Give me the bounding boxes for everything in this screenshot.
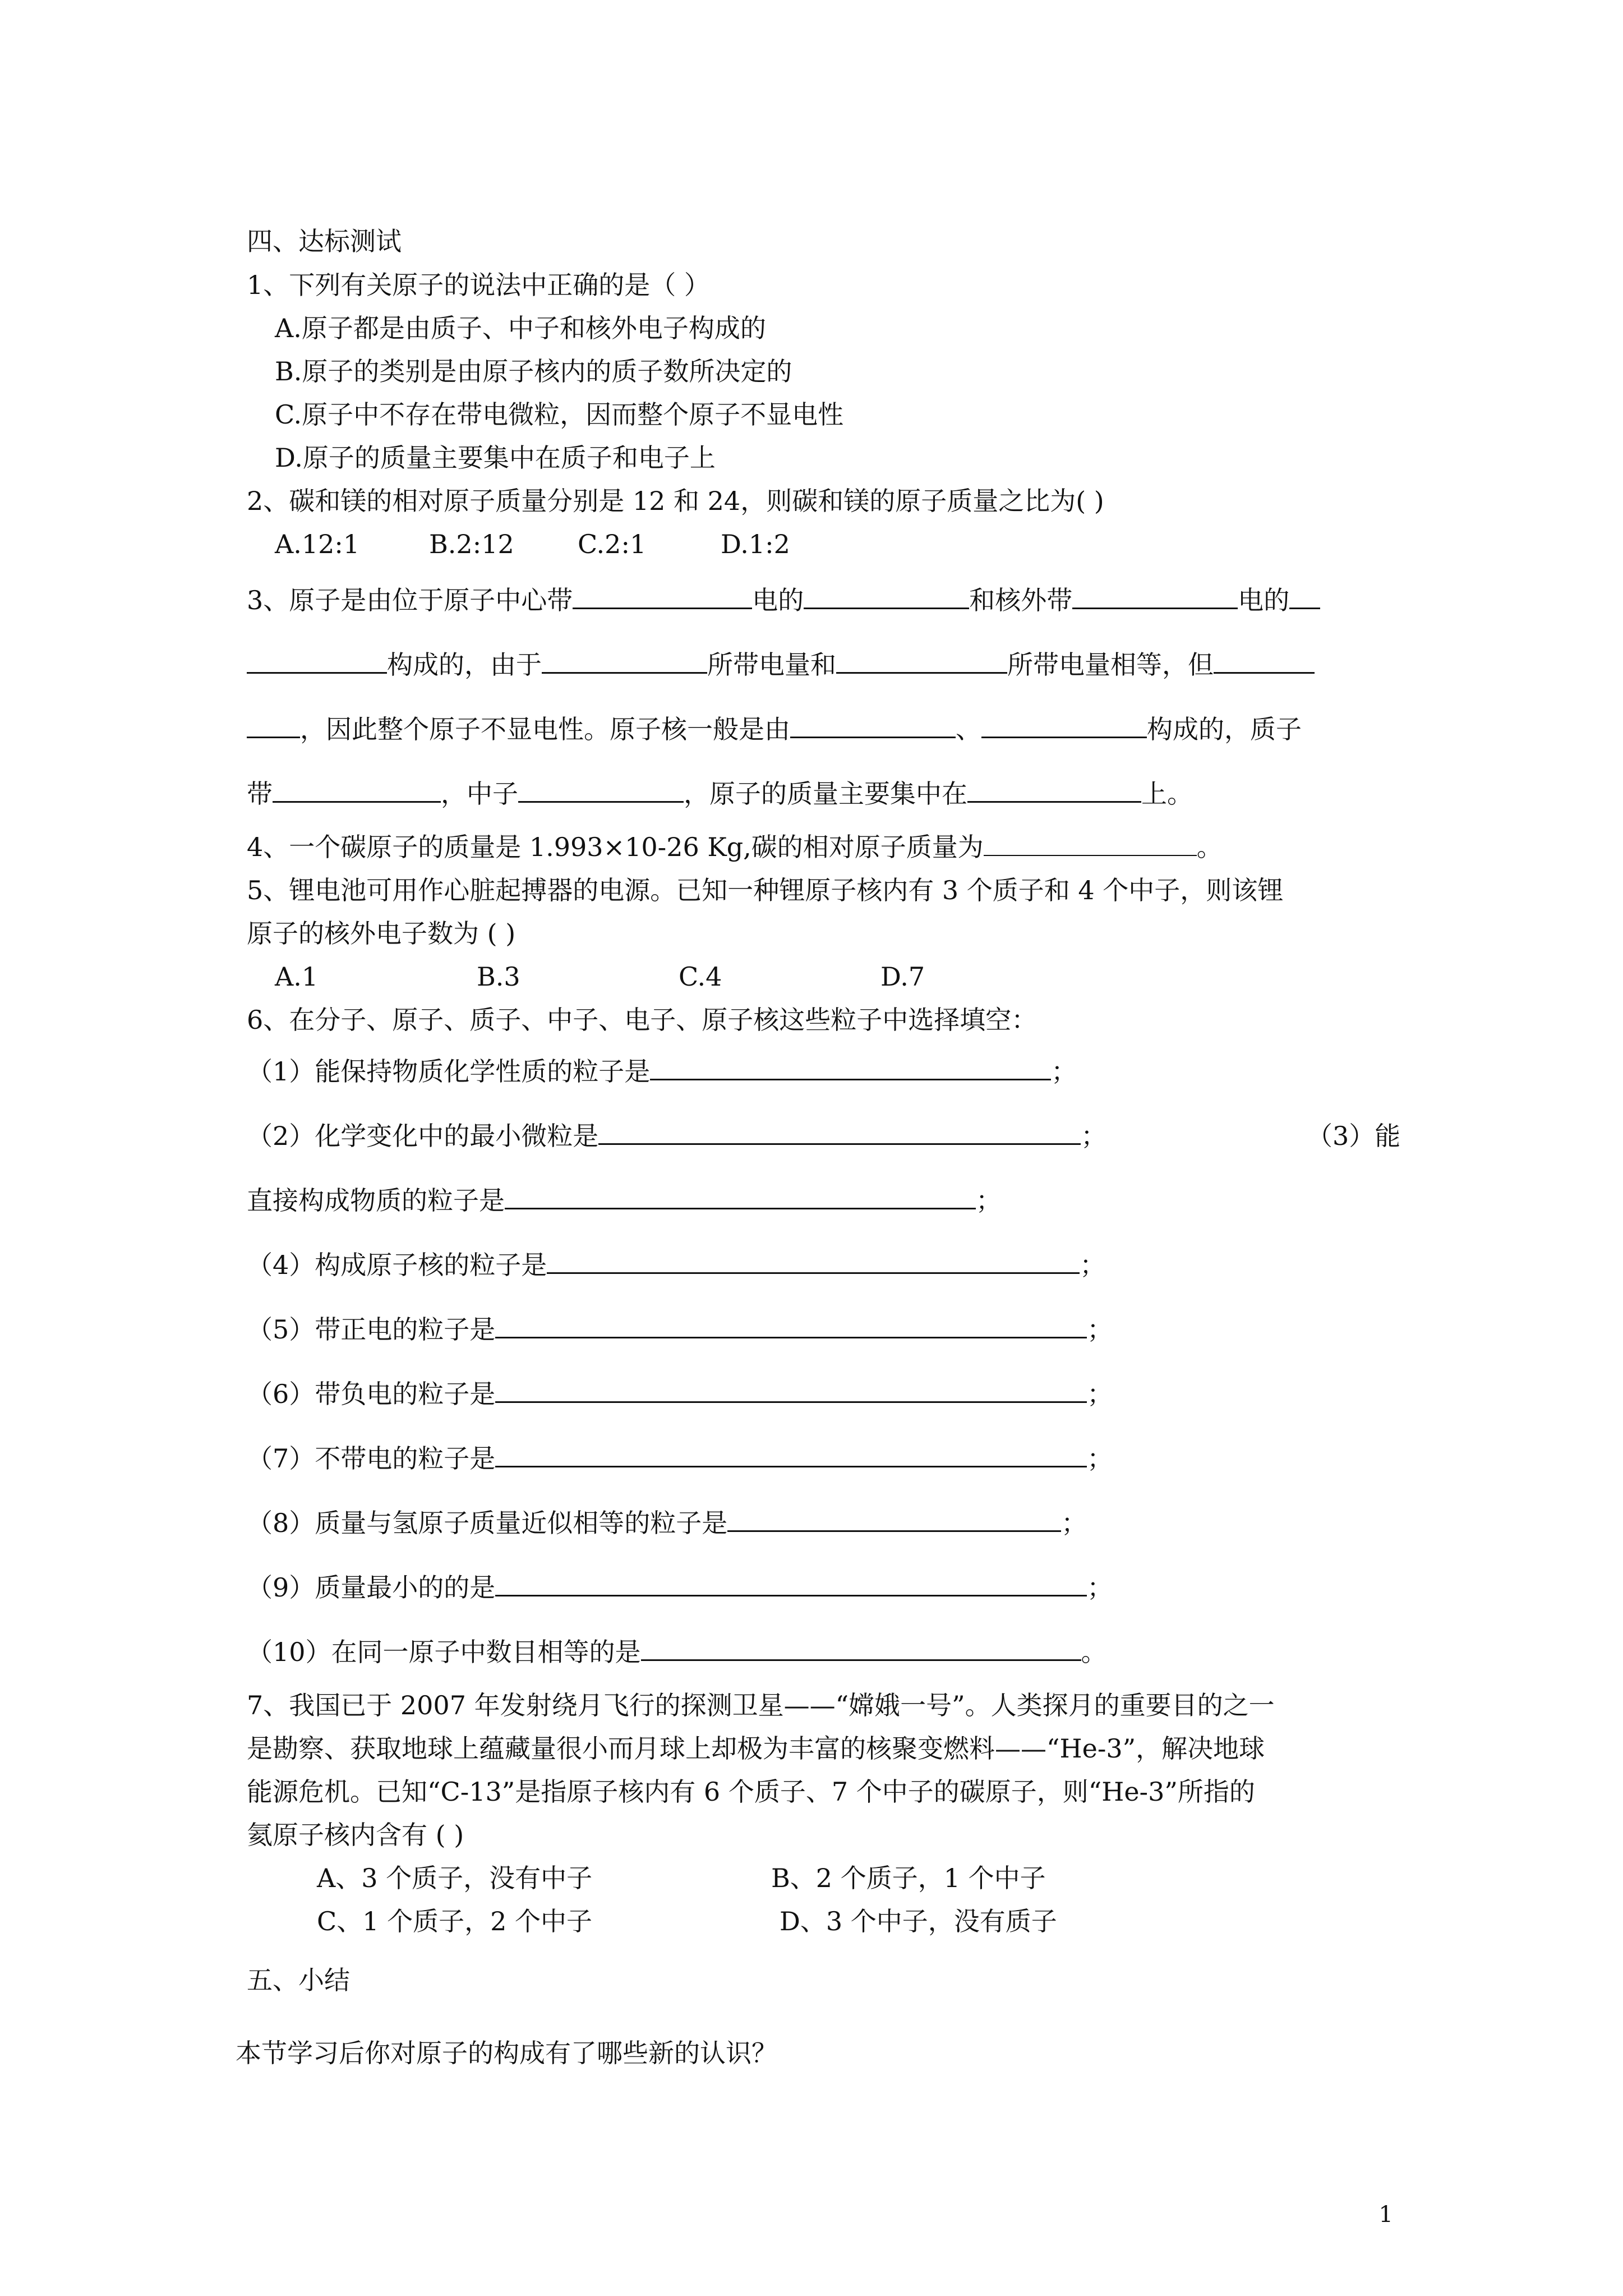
q6-item-7: （7）不带电的粒子是 ；: [247, 1443, 1113, 1474]
q3-line-4: 带 ，中子 ，原子的质量主要集中在 上。: [247, 779, 1193, 809]
blank[interactable]: [505, 1185, 976, 1209]
blank[interactable]: [542, 650, 707, 674]
q2-option-a: A.12:1: [275, 529, 360, 559]
q2-option-d: D.1:2: [721, 529, 790, 559]
q6-item-10: （10）在同一原子中数目相等的是 。: [247, 1637, 1107, 1667]
blank[interactable]: [1214, 650, 1315, 674]
blank[interactable]: [804, 585, 969, 609]
q7-line-1: 7、我国已于 2007 年发射绕月飞行的探测卫星——“嫦娥一号”。人类探月的重要目的之一: [247, 1690, 1275, 1720]
q6-item-1: （1）能保持物质化学性质的粒子是 ；: [247, 1056, 1077, 1087]
q5-line-1: 5、锂电池可用作心脏起搏器的电源。已知一种锂原子核内有 3 个质子和 4 个中子，则该锂: [247, 875, 1284, 905]
q7-line-2: 是勘察、获取地球上蕴藏量很小而月球上却极为丰富的核聚变燃料——“He-3”，解决地球: [247, 1733, 1265, 1764]
blank[interactable]: [981, 714, 1147, 738]
q3-line-3: ，因此整个原子不显电性。原子核一般是由 、 构成的，质子: [247, 712, 1302, 746]
blank[interactable]: [495, 1379, 1087, 1403]
q3-line-1: 3、原子是由位于原子中心带 电的 和核外带 电的: [247, 583, 1320, 617]
q5-option-c: C.4: [679, 961, 722, 992]
q7-option-b: B、2 个质子，1 个中子: [771, 1863, 1046, 1893]
section-4-heading: 四、达标测试: [247, 226, 402, 256]
q5-line-2: 原子的核外电子数为 ( ): [247, 918, 516, 949]
q7-line-4: 氦原子核内含有 ( ): [247, 1820, 464, 1850]
q5-option-d: D.7: [880, 961, 925, 992]
q6-item-2: （2）化学变化中的最小微粒是 ；: [247, 1121, 1107, 1151]
blank[interactable]: [518, 779, 684, 803]
blank[interactable]: [495, 1443, 1087, 1467]
section-5-heading: 五、小结: [247, 1965, 350, 1995]
blank[interactable]: [790, 714, 956, 738]
blank[interactable]: [836, 650, 1007, 674]
blank[interactable]: [273, 779, 441, 803]
q5-options: [275, 960, 925, 993]
q6-item-9: （9）质量最小的的是 ；: [247, 1572, 1113, 1603]
q6-item-3-prefix: （3）能: [1307, 1121, 1401, 1151]
blank[interactable]: [495, 1572, 1087, 1596]
q6-item-8: （8）质量与氢原子质量近似相等的粒子是 ；: [247, 1508, 1087, 1538]
q6-item-5: （5）带正电的粒子是 ；: [247, 1314, 1113, 1345]
blank[interactable]: [247, 650, 387, 674]
q2-option-c: C.2:1: [578, 529, 647, 559]
q7-option-c: C、1 个质子，2 个中子: [317, 1906, 592, 1936]
blank[interactable]: [967, 779, 1141, 803]
q6-stem: 6、在分子、原子、质子、中子、电子、原子核这些粒子中选择填空：: [247, 1005, 1038, 1035]
blank[interactable]: [984, 832, 1197, 856]
q1-option-c: C.原子中不存在带电微粒，因而整个原子不显电性: [275, 399, 844, 430]
q5-option-a: A.1: [275, 961, 319, 992]
q6-item-4: （4）构成原子核的粒子是 ；: [247, 1250, 1106, 1280]
q1-option-d: D.原子的质量主要集中在质子和电子上: [275, 443, 716, 473]
q7-line-3: 能源危机。已知“C-13”是指原子核内有 6 个质子、7 个中子的碳原子，则“He-3”所指的: [247, 1777, 1255, 1807]
q5-option-b: B.3: [477, 961, 520, 992]
q1-stem: 1、下列有关原子的说法中正确的是（ ）: [247, 270, 710, 300]
q7-option-a: A、3 个质子，没有中子: [317, 1863, 593, 1893]
q1-option-a: A.原子都是由质子、中子和核外电子构成的: [275, 313, 766, 343]
q3-line-2: 构成的，由于 所带电量和 所带电量相等，但: [247, 648, 1315, 682]
blank[interactable]: [573, 585, 752, 609]
blank[interactable]: [1072, 585, 1238, 609]
blank[interactable]: [547, 1250, 1080, 1274]
blank[interactable]: [1289, 585, 1320, 609]
q2-stem: 2、碳和镁的相对原子质量分别是 12 和 24，则碳和镁的原子质量之比为( ): [247, 486, 1104, 516]
blank[interactable]: [247, 714, 300, 738]
blank[interactable]: [641, 1637, 1081, 1661]
blank[interactable]: [598, 1121, 1081, 1145]
q6-item-3: 直接构成物质的粒子是 ；: [247, 1185, 1002, 1216]
blank[interactable]: [727, 1508, 1061, 1532]
q2-option-b: B.2:12: [429, 529, 514, 559]
summary-prompt: 本节学习后你对原子的构成有了哪些新的认识？: [236, 2038, 777, 2068]
q4-line: 4、一个碳原子的质量是 1.993×10-26 Kg,碳的相对原子质量为 。: [247, 832, 1223, 862]
blank[interactable]: [650, 1056, 1051, 1080]
blank[interactable]: [495, 1314, 1087, 1338]
q2-options: [275, 527, 790, 561]
q1-option-b: B.原子的类别是由原子核内的质子数所决定的: [275, 356, 792, 386]
q7-option-d: D、3 个中子，没有质子: [780, 1906, 1057, 1936]
q6-item-6: （6）带负电的粒子是 ；: [247, 1379, 1113, 1409]
page-number: 1: [1378, 2202, 1393, 2228]
